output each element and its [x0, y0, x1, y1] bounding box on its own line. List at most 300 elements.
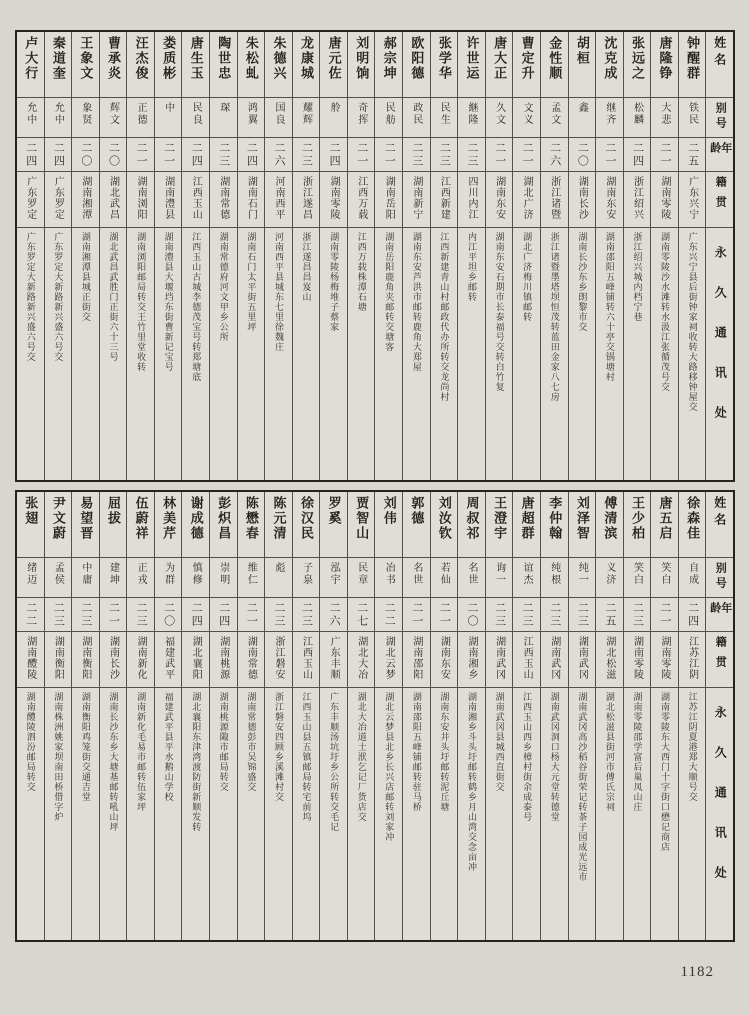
person-alias — [182, 98, 209, 138]
person-column — [678, 32, 706, 480]
person-name-text: 许世运 — [464, 36, 480, 81]
person-address — [293, 688, 320, 940]
person-name — [458, 32, 485, 98]
person-name-text: 尹文蔚 — [50, 496, 66, 541]
person-age — [238, 598, 265, 632]
header-name — [706, 32, 733, 98]
person-address — [348, 228, 375, 480]
person-origin-text: 湖南零陵 — [659, 636, 671, 680]
header-origin — [706, 632, 733, 688]
person-age-text: 二三 — [79, 602, 92, 628]
person-address-text: 湖南零陵东大西门十字街口懋记商店 — [660, 692, 671, 852]
person-age-text: 二一 — [438, 602, 451, 628]
person-address-text: 湖南岳阳鹿角夹邮转交塘客 — [384, 232, 395, 352]
person-age — [320, 138, 347, 172]
person-name-text: 张远之 — [629, 36, 645, 81]
person-age — [155, 598, 182, 632]
person-origin — [348, 632, 375, 688]
person-origin-text: 广东罗定 — [52, 176, 64, 220]
person-address-text: 湖南邵阳五峰铺邮转驻马桥 — [411, 692, 422, 812]
person-alias — [375, 98, 402, 138]
person-alias-text: 継隆 — [466, 102, 477, 126]
person-name-text: 王澄宇 — [492, 496, 508, 541]
person-alias — [513, 98, 540, 138]
person-age — [293, 138, 320, 172]
person-column — [264, 492, 292, 940]
person-name — [513, 32, 540, 98]
person-address — [679, 228, 706, 480]
person-name — [293, 32, 320, 98]
person-origin-text: 湖北襄阳 — [190, 636, 202, 680]
person-name — [569, 32, 596, 98]
person-alias-text: 中庸 — [79, 562, 91, 586]
person-age — [624, 138, 651, 172]
person-age-text: 二一 — [521, 142, 534, 168]
person-address — [569, 228, 596, 480]
person-alias-text: 允中 — [52, 102, 64, 126]
person-origin-text: 福建武平 — [162, 636, 174, 680]
person-name — [569, 492, 596, 558]
person-address — [127, 688, 154, 940]
person-alias — [513, 558, 540, 598]
person-name-text: 曹承炎 — [105, 36, 121, 81]
person-address-text: 湖南邵阳五峰铺转六十亭交锅塘村 — [604, 232, 615, 382]
person-address-text: 湖南醴陵泗汾邮局转交 — [25, 692, 36, 792]
person-address-text: 广东罗定大新路新兴盛六号交 — [25, 232, 36, 362]
person-column — [292, 32, 320, 480]
person-origin-text: 湖南武冈 — [548, 636, 560, 680]
person-alias-text: 谊杰 — [521, 562, 533, 586]
person-column — [99, 32, 127, 480]
person-address-text: 江西万载株潭石塘 — [356, 232, 367, 312]
person-name-text: 伍蔚祥 — [133, 496, 149, 541]
person-name — [45, 32, 72, 98]
person-origin — [320, 632, 347, 688]
person-alias — [320, 98, 347, 138]
person-age-text: 二〇 — [79, 142, 92, 168]
person-alias — [72, 558, 99, 598]
person-alias-text: 为群 — [162, 562, 174, 586]
person-name-text: 王少柏 — [629, 496, 645, 541]
person-origin — [320, 172, 347, 228]
person-origin-text: 湖南零陵 — [328, 176, 340, 220]
person-age-text: 二一 — [493, 142, 506, 168]
person-alias — [679, 98, 706, 138]
person-name — [210, 32, 237, 98]
directory-table-top — [15, 30, 735, 482]
person-age — [265, 138, 292, 172]
person-age-text: 二一 — [383, 142, 396, 168]
person-name-text: 朱德兴 — [271, 36, 287, 81]
person-address — [375, 688, 402, 940]
person-name-text: 卢大行 — [23, 36, 39, 81]
person-age-text: 二三 — [272, 602, 285, 628]
person-alias — [651, 98, 678, 138]
person-age — [265, 598, 292, 632]
person-origin — [45, 632, 72, 688]
person-age-text: 二一 — [245, 602, 258, 628]
person-alias-text: 政民 — [410, 102, 422, 126]
person-origin-text: 湖南衡阳 — [52, 636, 64, 680]
person-age-text: 二三 — [576, 602, 589, 628]
person-address — [238, 228, 265, 480]
person-age — [155, 138, 182, 172]
person-address-text: 湖南东安石期市长泰福号交转白竹复 — [494, 232, 505, 392]
header-address — [706, 688, 733, 940]
person-origin-text: 湖南衡阳 — [79, 636, 91, 680]
person-address-text: 江西玉山县五镇邮局转宅前坞 — [301, 692, 312, 822]
person-age-text: 二四 — [245, 142, 258, 168]
person-column — [292, 492, 320, 940]
person-name-text: 李仲翰 — [547, 496, 563, 541]
person-address-text: 湖南零陵沙水滩转水汲江张循茂号交 — [660, 232, 671, 392]
person-age — [17, 598, 44, 632]
person-age — [596, 598, 623, 632]
person-name-text: 欧阳德 — [409, 36, 425, 81]
person-alias — [403, 98, 430, 138]
person-origin — [293, 632, 320, 688]
person-address — [265, 228, 292, 480]
person-alias — [431, 98, 458, 138]
person-column — [485, 32, 513, 480]
person-name — [210, 492, 237, 558]
header-origin — [706, 172, 733, 228]
person-age — [679, 138, 706, 172]
person-address — [541, 228, 568, 480]
directory-table-bottom — [15, 490, 735, 942]
person-origin-text: 湖南零陵 — [659, 176, 671, 220]
person-name-text: 唐生玉 — [188, 36, 204, 81]
person-name-text: 周叔祁 — [464, 496, 480, 541]
person-origin — [651, 632, 678, 688]
person-column — [430, 492, 458, 940]
person-origin — [513, 172, 540, 228]
person-age-text: 二一 — [355, 142, 368, 168]
person-alias-text: 名世 — [466, 562, 477, 586]
person-address — [320, 228, 347, 480]
person-origin-text: 湖南湘乡 — [466, 636, 477, 680]
person-origin — [182, 172, 209, 228]
person-origin — [541, 632, 568, 688]
person-age — [458, 138, 485, 172]
person-origin-text: 江西玉山 — [521, 636, 533, 680]
person-address-text: 湖南常德彭市吴锦盛交 — [246, 692, 257, 792]
person-name-text: 金性顺 — [547, 36, 563, 81]
person-alias — [182, 558, 209, 598]
person-alias-text: 民生 — [438, 102, 450, 126]
person-age — [569, 138, 596, 172]
person-address-text: 湖北襄阳东津湾渡防街新顺发转 — [191, 692, 202, 832]
person-address — [45, 688, 72, 940]
person-age — [569, 598, 596, 632]
person-alias-text: 继齐 — [603, 102, 615, 126]
person-name-text: 秦道奎 — [50, 36, 66, 81]
person-age-text: 二五 — [603, 602, 616, 628]
person-column — [181, 32, 209, 480]
person-age — [596, 138, 623, 172]
person-address — [624, 688, 651, 940]
person-age-text: 二三 — [217, 142, 230, 168]
page-number: 1182 — [680, 964, 714, 980]
person-age — [624, 598, 651, 632]
person-column — [595, 492, 623, 940]
person-address — [72, 228, 99, 480]
person-column — [71, 492, 99, 940]
person-address-text: 湖北松滋县街河市傅氏宗祠 — [604, 692, 615, 812]
person-age-text: 二七 — [355, 602, 368, 628]
person-name — [541, 32, 568, 98]
person-origin — [679, 172, 706, 228]
person-age — [293, 598, 320, 632]
person-address — [100, 228, 127, 480]
person-alias-text: 久文 — [493, 102, 505, 126]
person-alias — [127, 98, 154, 138]
person-origin — [624, 632, 651, 688]
person-alias — [238, 558, 265, 598]
person-alias — [596, 558, 623, 598]
person-column — [623, 492, 651, 940]
person-origin-text: 湖南邵阳 — [410, 636, 422, 680]
person-address-text: 湖南澧县大堰垱东街曹新记宝号 — [163, 232, 174, 372]
person-origin — [569, 632, 596, 688]
person-age-text: 二四 — [631, 142, 644, 168]
person-address — [486, 228, 513, 480]
person-origin-text: 湖南东安 — [603, 176, 615, 220]
person-alias — [348, 98, 375, 138]
header-alias — [706, 98, 733, 138]
person-alias-text: 鸿翼 — [245, 102, 257, 126]
person-age-text: 二一 — [135, 142, 148, 168]
person-alias — [17, 98, 44, 138]
person-alias-text: 舲 — [328, 102, 340, 114]
person-age-text: 二四 — [686, 602, 699, 628]
person-address-text: 湖南东安芦洪市邮转鹿角大郑屋 — [411, 232, 422, 372]
person-column — [430, 32, 458, 480]
header-age — [706, 598, 733, 632]
person-age-text: 二四 — [328, 142, 341, 168]
person-age-text: 二一 — [410, 602, 423, 628]
person-name-text: 汪杰俊 — [133, 36, 149, 81]
person-address-text: 湖北大冶道士洑乞记厂货店交 — [356, 692, 367, 822]
person-name-text: 张翅 — [23, 496, 39, 526]
person-address — [127, 228, 154, 480]
person-age-text: 二三 — [548, 602, 561, 628]
person-age-text: 二一 — [603, 142, 616, 168]
person-name — [348, 32, 375, 98]
person-alias — [100, 98, 127, 138]
person-origin — [348, 172, 375, 228]
person-origin-text: 湖南东安 — [438, 636, 450, 680]
person-column — [71, 32, 99, 480]
header-age — [706, 138, 733, 172]
person-age-text: 二四 — [190, 602, 203, 628]
person-column — [126, 32, 154, 480]
person-address — [596, 688, 623, 940]
person-column — [44, 32, 72, 480]
person-address-text: 湖南石门太平街五里坪 — [246, 232, 257, 332]
person-origin — [210, 172, 237, 228]
person-column — [568, 32, 596, 480]
person-column — [154, 32, 182, 480]
person-age — [651, 138, 678, 172]
person-name — [72, 32, 99, 98]
person-name-text: 陈懋春 — [243, 496, 259, 541]
person-origin — [127, 172, 154, 228]
person-origin — [100, 632, 127, 688]
person-address-text: 江苏江阴夏港郑大顺号交 — [687, 692, 698, 802]
person-address-text: 湖南湘乡斗头圩邮转鹤乡月山湾交念亩冲 — [467, 692, 477, 872]
person-alias-text: 大悲 — [659, 102, 671, 126]
header-name-text: 姓名 — [712, 496, 727, 530]
person-age-text: 二六 — [548, 142, 561, 168]
person-age-text: 二六 — [328, 602, 341, 628]
person-origin-text: 江苏江阴 — [686, 636, 698, 680]
person-alias-text: 松麟 — [631, 102, 643, 126]
person-address — [486, 688, 513, 940]
person-age — [458, 598, 485, 632]
person-age-text: 二三 — [52, 602, 65, 628]
person-age — [403, 138, 430, 172]
person-name-text: 刘泽智 — [574, 496, 590, 541]
person-address — [320, 688, 347, 940]
person-address-text: 浙江绍兴城内档宁巷 — [632, 232, 643, 322]
person-address — [182, 228, 209, 480]
person-origin-text: 湖南醴陵 — [24, 636, 36, 680]
person-name — [486, 492, 513, 558]
person-age — [182, 138, 209, 172]
person-alias-text: 琛 — [217, 102, 229, 114]
person-name-text: 郝宗坤 — [381, 36, 397, 81]
person-name — [100, 492, 127, 558]
person-age-text: 二一 — [659, 142, 672, 168]
person-name — [320, 32, 347, 98]
person-name — [486, 32, 513, 98]
person-alias-text: 正戎 — [135, 562, 147, 586]
person-alias-text: 纯一 — [576, 562, 588, 586]
person-column — [319, 32, 347, 480]
person-column — [540, 32, 568, 480]
person-column — [154, 492, 182, 940]
person-origin — [375, 172, 402, 228]
person-age-text: 二三 — [521, 602, 534, 628]
person-origin-text: 湖南武冈 — [576, 636, 588, 680]
person-origin-text: 湖北广济 — [521, 176, 533, 220]
person-name-text: 唐五启 — [657, 496, 673, 541]
person-column — [402, 492, 430, 940]
person-column — [457, 492, 485, 940]
person-column — [623, 32, 651, 480]
person-origin-text: 湖南石门 — [245, 176, 257, 220]
person-origin — [596, 172, 623, 228]
person-name-text: 彭炽昌 — [216, 496, 232, 541]
person-origin-text: 江西新建 — [438, 176, 450, 220]
person-name — [155, 492, 182, 558]
person-name-text: 傅清滨 — [602, 496, 618, 541]
person-name — [431, 492, 458, 558]
person-column — [540, 492, 568, 940]
person-column — [237, 32, 265, 480]
header-age-text: 年龄 — [708, 142, 732, 157]
person-column — [237, 492, 265, 940]
person-name — [458, 492, 485, 558]
person-address — [569, 688, 596, 940]
person-alias — [624, 558, 651, 598]
person-alias-text: 自成 — [686, 562, 698, 586]
person-address — [596, 228, 623, 480]
header-address-text: 永久通讯处 — [713, 246, 728, 446]
person-origin-text: 广东兴宁 — [686, 176, 698, 220]
person-age-text: 二〇 — [576, 142, 589, 168]
person-origin-text: 广东丰顺 — [328, 636, 340, 680]
person-age-text: 二四 — [217, 602, 230, 628]
person-origin — [155, 172, 182, 228]
person-origin — [624, 172, 651, 228]
person-address — [72, 688, 99, 940]
person-age-text: 二一 — [659, 602, 672, 628]
person-age-text: 二六 — [272, 142, 285, 168]
person-address — [17, 688, 44, 940]
person-origin — [569, 172, 596, 228]
person-address-text: 湖南零陵杨梅堆子蔡家 — [329, 232, 340, 332]
person-column — [485, 492, 513, 940]
person-address — [210, 688, 237, 940]
person-age — [100, 598, 127, 632]
header-name — [706, 492, 733, 558]
person-column — [319, 492, 347, 940]
person-address-text: 福建武平县平水鹅山学校 — [163, 692, 174, 802]
person-age — [541, 138, 568, 172]
person-age — [375, 598, 402, 632]
person-age — [651, 598, 678, 632]
person-name — [72, 492, 99, 558]
person-alias-text: 若仙 — [438, 562, 450, 586]
person-address-text: 湖南新化毛易市邮转伍家坪 — [136, 692, 147, 812]
person-name-text: 唐超群 — [519, 496, 535, 541]
person-alias-text: 崇明 — [217, 562, 229, 586]
person-address — [45, 228, 72, 480]
person-origin — [100, 172, 127, 228]
person-address — [431, 688, 458, 940]
person-alias-text: 询一 — [493, 562, 505, 586]
person-origin — [265, 632, 292, 688]
person-name — [100, 32, 127, 98]
person-alias — [431, 558, 458, 598]
person-column — [374, 32, 402, 480]
person-age — [127, 138, 154, 172]
person-alias — [293, 98, 320, 138]
person-address — [513, 688, 540, 940]
person-column — [457, 32, 485, 480]
person-age — [100, 138, 127, 172]
person-alias — [210, 98, 237, 138]
person-address-text: 浙江遂昌昌岌山 — [301, 232, 312, 302]
person-age — [679, 598, 706, 632]
person-origin-text: 湖北武昌 — [107, 176, 119, 220]
person-alias-text: 彪 — [272, 562, 284, 574]
person-age-text: 二二 — [24, 602, 37, 628]
person-alias — [265, 558, 292, 598]
person-alias — [45, 98, 72, 138]
person-name-text: 陈元清 — [271, 496, 287, 541]
person-address — [513, 228, 540, 480]
person-alias — [155, 558, 182, 598]
person-origin — [403, 632, 430, 688]
person-address — [265, 688, 292, 940]
person-name — [17, 32, 44, 98]
person-origin — [210, 632, 237, 688]
person-origin — [431, 632, 458, 688]
person-name-text: 唐隆铮 — [657, 36, 673, 81]
